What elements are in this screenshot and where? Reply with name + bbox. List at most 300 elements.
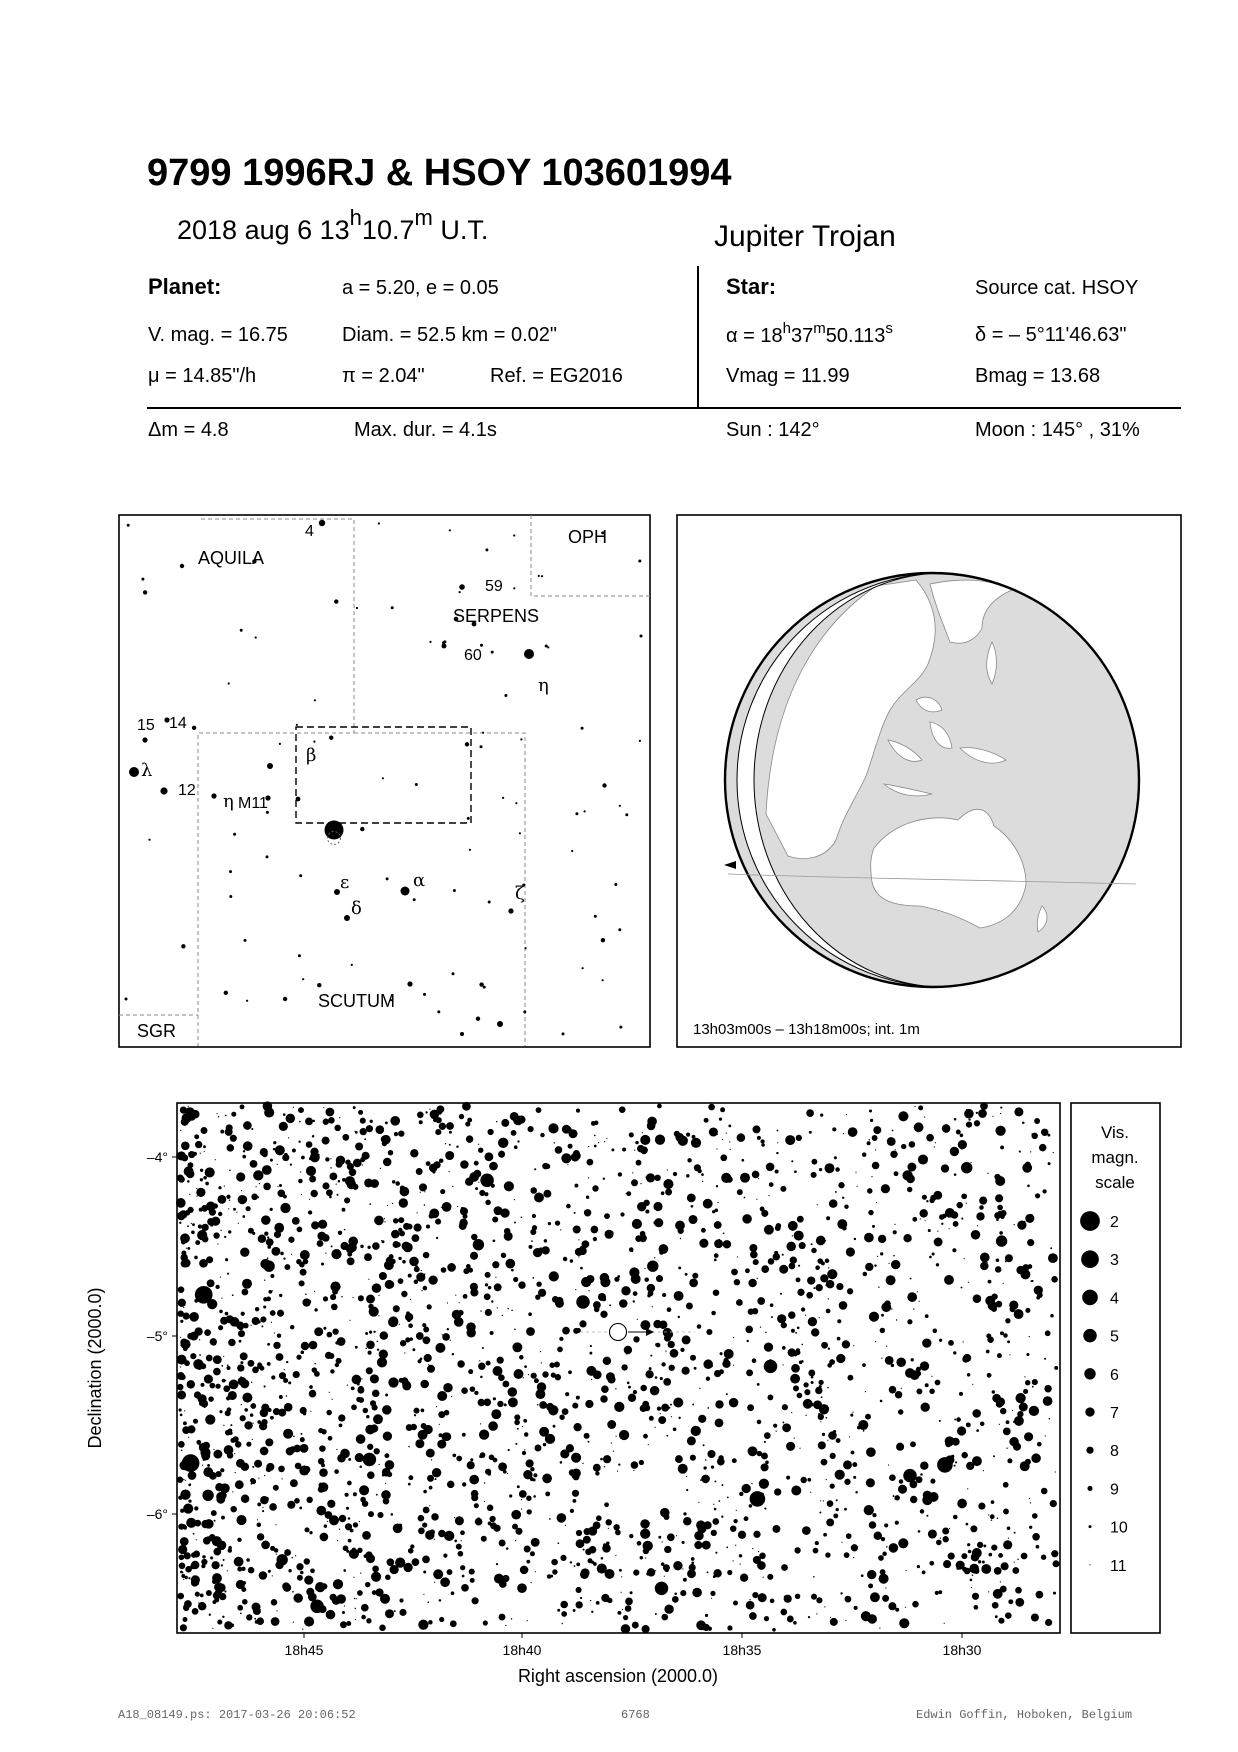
finder-star	[508, 908, 513, 913]
field-star	[440, 1577, 450, 1587]
field-star	[722, 1360, 730, 1368]
field-star	[404, 1568, 405, 1569]
finder-star	[619, 1026, 622, 1029]
field-star	[880, 1252, 883, 1255]
field-star	[191, 1552, 197, 1558]
field-star	[675, 1455, 683, 1463]
field-star	[442, 1333, 450, 1341]
field-star	[585, 1549, 592, 1556]
field-star	[325, 1108, 334, 1117]
field-star	[252, 1439, 253, 1440]
field-star	[851, 1451, 855, 1455]
field-star	[898, 1111, 908, 1121]
field-star	[219, 1410, 222, 1413]
field-star	[891, 1260, 900, 1269]
field-star	[632, 1622, 639, 1629]
field-star	[935, 1142, 936, 1143]
finder-star	[141, 578, 144, 581]
field-star	[258, 1234, 266, 1242]
field-star	[714, 1221, 722, 1229]
field-star	[858, 1420, 868, 1430]
earth-visibility-map	[676, 514, 1182, 1048]
field-star	[948, 1340, 954, 1346]
field-star	[439, 1158, 444, 1163]
field-star	[184, 1360, 190, 1366]
field-star	[536, 1107, 542, 1113]
finder-star	[180, 564, 184, 568]
field-star	[872, 1162, 880, 1170]
field-star	[825, 1552, 830, 1557]
field-star	[593, 1301, 601, 1309]
field-star	[916, 1388, 922, 1394]
field-star	[896, 1358, 906, 1368]
field-star	[792, 1230, 793, 1231]
field-star	[541, 1246, 549, 1254]
field-star	[330, 1294, 336, 1300]
field-star	[941, 1223, 943, 1225]
field-star	[451, 1591, 455, 1595]
field-star	[442, 1202, 452, 1212]
field-star	[284, 1153, 288, 1157]
field-star	[459, 1219, 467, 1227]
field-star	[433, 1569, 443, 1579]
field-star	[933, 1191, 942, 1200]
field-star	[535, 1445, 542, 1452]
bright-star	[655, 1582, 669, 1596]
finder-star	[601, 938, 605, 942]
field-star	[794, 1231, 804, 1241]
field-star	[889, 1543, 899, 1553]
field-star	[255, 1307, 259, 1311]
field-star	[683, 1578, 687, 1582]
field-star	[218, 1116, 220, 1118]
field-star	[217, 1195, 226, 1204]
field-star	[447, 1263, 456, 1272]
field-star	[703, 1359, 713, 1369]
field-star	[334, 1125, 341, 1132]
legend-label-mag-9: 9	[1110, 1481, 1119, 1499]
field-star	[880, 1400, 883, 1403]
field-star	[956, 1202, 962, 1208]
field-star	[678, 1316, 680, 1318]
field-star	[1030, 1502, 1031, 1503]
field-star	[740, 1173, 750, 1183]
field-star	[249, 1400, 250, 1401]
field-star	[745, 1268, 750, 1273]
field-star	[586, 1196, 589, 1199]
field-star	[535, 1571, 536, 1572]
field-star	[649, 1367, 652, 1370]
field-star	[991, 1500, 995, 1504]
field-star	[835, 1470, 845, 1480]
finder-star	[452, 972, 455, 975]
field-star	[264, 1475, 265, 1476]
field-star	[424, 1191, 425, 1192]
field-star	[343, 1569, 346, 1572]
finder-star	[602, 783, 606, 787]
field-star	[720, 1352, 723, 1355]
field-star	[847, 1375, 853, 1381]
field-star	[260, 1148, 268, 1156]
field-star	[475, 1518, 483, 1526]
field-star	[368, 1351, 372, 1355]
field-star	[756, 1199, 757, 1200]
field-star	[727, 1570, 732, 1575]
field-star	[853, 1345, 854, 1346]
field-star	[966, 1122, 972, 1128]
field-star	[869, 1312, 879, 1322]
field-star	[882, 1595, 889, 1602]
field-star	[840, 1592, 842, 1594]
field-star	[398, 1217, 404, 1223]
field-star	[699, 1239, 708, 1248]
field-star	[988, 1514, 989, 1515]
field-star	[670, 1349, 679, 1358]
finder-star	[142, 737, 147, 742]
field-star	[425, 1530, 434, 1539]
field-star	[690, 1455, 696, 1461]
field-star	[360, 1128, 367, 1135]
field-star	[664, 1576, 665, 1577]
field-star	[752, 1592, 758, 1598]
field-star	[980, 1253, 990, 1263]
field-star	[894, 1495, 899, 1500]
field-star	[968, 1550, 972, 1554]
field-star	[699, 1388, 700, 1389]
field-star	[721, 1173, 731, 1183]
field-star	[692, 1588, 702, 1598]
field-star	[242, 1155, 246, 1159]
field-star	[213, 1232, 219, 1238]
field-star	[862, 1363, 866, 1367]
field-star	[188, 1106, 189, 1107]
field-star	[223, 1559, 225, 1561]
field-star	[418, 1430, 428, 1440]
field-star	[568, 1370, 572, 1374]
field-star	[424, 1274, 425, 1275]
field-star	[898, 1409, 903, 1414]
field-star	[512, 1524, 518, 1530]
field-star	[366, 1341, 375, 1350]
target-star-circle	[610, 1324, 627, 1341]
field-star	[221, 1564, 223, 1566]
field-star	[933, 1329, 938, 1334]
field-star	[211, 1205, 212, 1206]
field-star	[739, 1554, 742, 1557]
field-star	[893, 1495, 895, 1497]
field-star	[559, 1337, 563, 1341]
field-star	[752, 1358, 757, 1363]
field-star	[737, 1256, 738, 1257]
field-star	[223, 1356, 224, 1357]
field-star	[320, 1533, 329, 1542]
field-star	[1055, 1471, 1056, 1472]
field-star	[177, 1310, 183, 1316]
field-star	[733, 1365, 734, 1366]
field-star	[899, 1618, 909, 1628]
field-star	[1014, 1107, 1023, 1116]
field-star	[293, 1593, 302, 1602]
field-star	[514, 1414, 520, 1420]
field-star	[827, 1269, 837, 1279]
field-star	[703, 1624, 710, 1631]
field-star	[604, 1466, 605, 1467]
star-label-zeta: ζ	[515, 883, 525, 904]
finder-star	[313, 741, 315, 743]
field-star	[733, 1560, 734, 1561]
field-star	[497, 1401, 503, 1407]
field-star	[435, 1478, 437, 1480]
field-star	[262, 1507, 263, 1508]
bright-star	[473, 1239, 484, 1250]
field-star	[418, 1620, 428, 1630]
field-star	[336, 1449, 337, 1450]
field-star	[603, 1178, 605, 1180]
field-star	[801, 1360, 804, 1363]
field-star	[711, 1465, 714, 1468]
field-star	[798, 1265, 800, 1267]
field-star	[1029, 1336, 1030, 1337]
field-star	[650, 1355, 652, 1357]
field-star	[272, 1575, 273, 1576]
field-star	[633, 1570, 639, 1576]
field-star	[615, 1530, 621, 1536]
field-star	[819, 1385, 822, 1388]
field-star	[554, 1142, 556, 1144]
field-star	[652, 1306, 653, 1307]
field-star	[855, 1172, 856, 1173]
field-star	[757, 1136, 761, 1140]
field-star	[607, 1420, 616, 1429]
field-star	[808, 1317, 817, 1326]
field-star	[263, 1101, 273, 1111]
finder-star	[148, 839, 150, 841]
field-star	[1025, 1214, 1034, 1223]
field-star	[777, 1142, 778, 1143]
field-star	[246, 1442, 251, 1447]
field-star	[481, 1536, 487, 1542]
field-star	[251, 1325, 252, 1326]
field-star	[236, 1212, 237, 1213]
field-star	[277, 1610, 278, 1611]
field-star	[500, 1208, 509, 1217]
finder-star	[476, 1017, 480, 1021]
field-star	[352, 1548, 356, 1552]
field-star	[369, 1331, 372, 1334]
field-star	[309, 1341, 318, 1350]
field-star	[485, 1200, 491, 1206]
field-star	[759, 1479, 769, 1489]
field-star	[298, 1107, 304, 1113]
field-star	[212, 1536, 222, 1546]
detail-star-chart	[80, 1096, 1165, 1696]
star-label-epsilon: ε	[340, 872, 350, 893]
bright-star	[202, 1490, 213, 1501]
field-star	[470, 1252, 478, 1260]
field-star	[983, 1544, 986, 1547]
field-star	[568, 1144, 573, 1149]
field-star	[605, 1572, 608, 1575]
legend-dot-mag-10	[1089, 1525, 1092, 1528]
field-star	[758, 1551, 759, 1552]
field-star	[480, 1311, 481, 1312]
field-star	[343, 1545, 349, 1551]
finder-star	[228, 682, 230, 684]
field-star	[847, 1288, 853, 1294]
field-star	[746, 1369, 753, 1376]
field-star	[864, 1505, 874, 1515]
field-star	[988, 1280, 992, 1284]
field-star	[254, 1460, 262, 1468]
field-star	[293, 1107, 294, 1108]
field-star	[596, 1515, 602, 1521]
field-star	[892, 1130, 894, 1132]
field-star	[331, 1304, 338, 1311]
field-star	[918, 1154, 928, 1164]
field-star	[605, 1230, 614, 1239]
field-star	[414, 1414, 416, 1416]
field-star	[870, 1592, 880, 1602]
field-star	[664, 1514, 670, 1520]
field-star	[1023, 1389, 1028, 1394]
field-star	[557, 1347, 563, 1353]
x-tick-18h45: 18h45	[284, 1642, 324, 1658]
field-star	[760, 1207, 765, 1212]
field-star	[342, 1208, 346, 1212]
field-star	[212, 1573, 222, 1583]
field-star	[727, 1497, 729, 1499]
field-star	[310, 1190, 317, 1197]
field-star	[235, 1472, 236, 1473]
field-star	[284, 1549, 291, 1556]
field-star	[1048, 1253, 1058, 1263]
field-star	[733, 1519, 737, 1523]
field-star	[346, 1507, 349, 1510]
field-star	[204, 1178, 205, 1179]
field-star	[176, 1198, 186, 1208]
field-star	[818, 1441, 826, 1449]
field-star	[867, 1188, 873, 1194]
field-star	[309, 1385, 313, 1389]
field-star	[687, 1193, 696, 1202]
field-star	[819, 1317, 820, 1318]
field-star	[408, 1323, 413, 1328]
field-star	[298, 1179, 303, 1184]
field-star	[853, 1557, 854, 1558]
field-star	[493, 1525, 500, 1532]
legend-label-mag-11: 11	[1110, 1557, 1127, 1575]
field-star	[921, 1109, 922, 1110]
field-star	[491, 1300, 493, 1302]
field-star	[979, 1197, 987, 1205]
field-star	[710, 1591, 715, 1596]
field-star	[435, 1129, 441, 1135]
field-star	[586, 1366, 596, 1376]
y-tick-minus-4: –4°	[146, 1149, 168, 1165]
field-star	[658, 1536, 661, 1539]
legend-title-line-3: scale	[1095, 1173, 1135, 1192]
field-star	[876, 1535, 877, 1536]
field-star	[475, 1187, 478, 1190]
field-star	[704, 1118, 709, 1123]
field-star	[519, 1355, 524, 1360]
field-star	[437, 1391, 447, 1401]
field-star	[757, 1420, 762, 1425]
field-star	[337, 1454, 345, 1462]
field-star	[280, 1203, 290, 1213]
field-star	[686, 1133, 690, 1137]
finder-star	[129, 767, 139, 777]
field-star	[556, 1297, 564, 1305]
field-star	[262, 1165, 272, 1175]
field-star	[521, 1499, 522, 1500]
field-star	[772, 1525, 780, 1533]
field-star	[227, 1144, 235, 1152]
field-star	[691, 1426, 701, 1436]
field-star	[673, 1428, 677, 1432]
field-star	[716, 1148, 717, 1149]
field-star	[685, 1273, 688, 1276]
field-star	[784, 1595, 792, 1603]
field-star	[344, 1229, 346, 1231]
field-star	[622, 1148, 626, 1152]
field-star	[560, 1555, 566, 1561]
field-star	[422, 1323, 426, 1327]
field-star	[991, 1306, 997, 1312]
field-star	[687, 1569, 696, 1578]
field-star	[977, 1542, 983, 1548]
field-star	[423, 1252, 430, 1259]
field-star	[881, 1358, 882, 1359]
field-star	[1041, 1129, 1048, 1136]
field-star	[1025, 1308, 1030, 1313]
field-star	[179, 1554, 185, 1560]
field-star	[758, 1178, 759, 1179]
field-star	[267, 1245, 271, 1249]
field-star	[818, 1414, 824, 1420]
field-star	[825, 1417, 827, 1419]
field-star	[180, 1338, 187, 1345]
field-star	[1050, 1314, 1053, 1317]
field-star	[653, 1202, 662, 1211]
field-star	[575, 1289, 576, 1290]
field-star	[218, 1212, 222, 1216]
field-star	[920, 1473, 923, 1476]
field-star	[460, 1160, 469, 1169]
field-star	[733, 1601, 738, 1606]
field-star	[1032, 1533, 1040, 1541]
field-star	[407, 1318, 411, 1322]
bright-star	[480, 1174, 494, 1188]
legend-label-mag-3: 3	[1110, 1252, 1119, 1270]
field-star	[202, 1555, 205, 1558]
constellation-aquila: AQUILA	[198, 548, 265, 568]
finder-star	[520, 738, 522, 740]
field-star	[502, 1575, 509, 1582]
field-star	[364, 1132, 365, 1133]
field-star	[952, 1248, 956, 1252]
star-right-ascension: $\alpha = 18^h37^m50.113^s$	[726, 320, 893, 347]
field-star	[630, 1591, 633, 1594]
field-star	[354, 1598, 355, 1599]
field-star	[723, 1232, 725, 1234]
field-star	[184, 1410, 185, 1411]
field-star	[655, 1613, 657, 1615]
field-star	[194, 1256, 198, 1260]
field-star	[322, 1137, 330, 1145]
field-star	[365, 1582, 370, 1587]
field-star	[497, 1307, 498, 1308]
